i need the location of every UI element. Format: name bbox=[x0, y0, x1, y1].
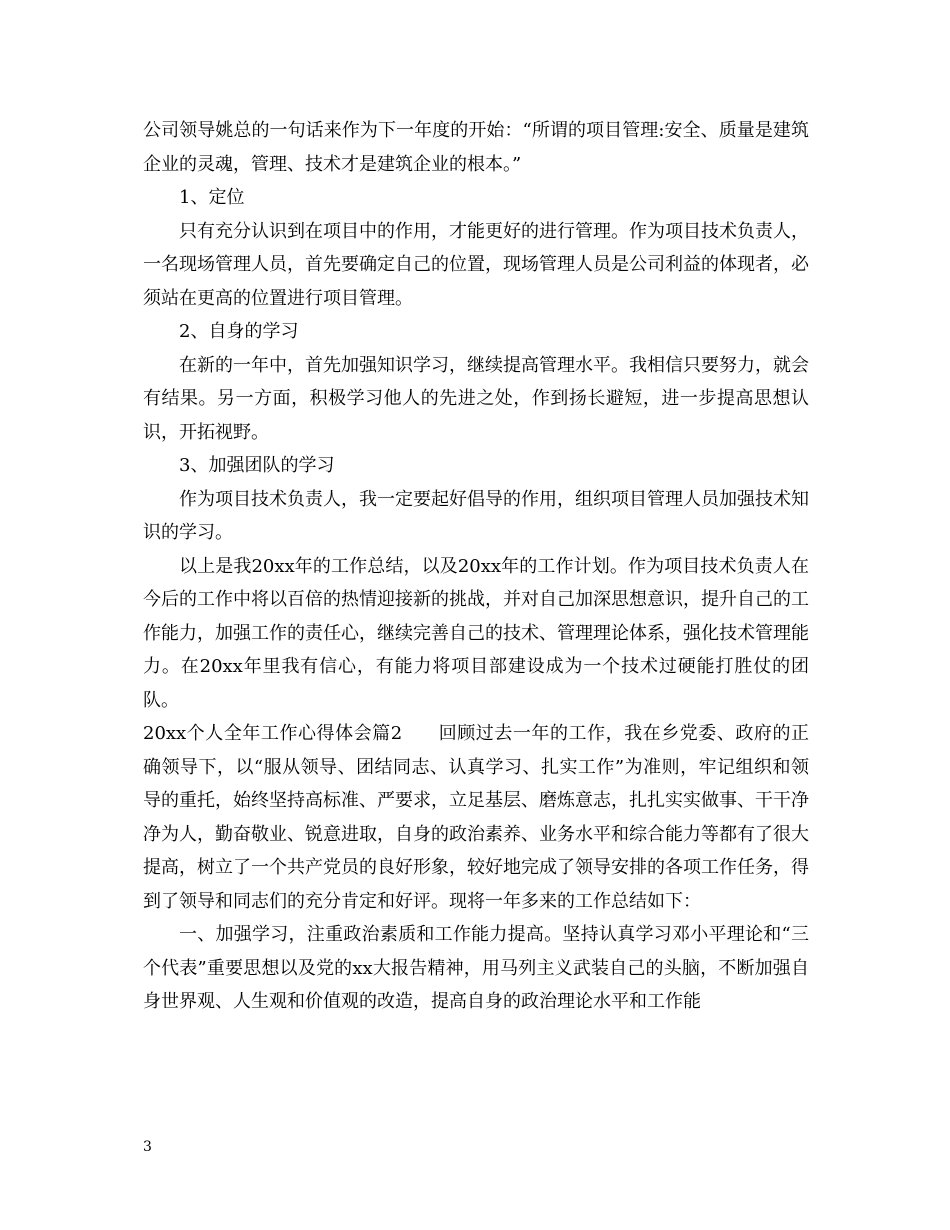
heading-positioning: 1、定位 bbox=[179, 187, 245, 208]
paragraph-summary: 以上是我20xx年的工作总结，以及20xx年的工作计划。作为项目技术负责人在今后的工作中将以百倍的热情迎接新的挑战，并对自己加深思想意识，提升自己的工作能力，加强工作的责任心，继续完善自己的技术、管理理论体系，强化技术管理能力。在20xx年里我有信心，有能力将项目部建设成为一个技术过硬能打胜仗的团队。 bbox=[143, 555, 809, 711]
paragraph-positioning: 只有充分认识到在项目中的作用，才能更好的进行管理。作为项目技术负责人，一名现场管理人员，首先要确定自己的位置，现场管理人员是公司利益的体现者，必须站在更高的位置进行项目管理。 bbox=[143, 220, 809, 309]
section-intro: 回顾过去一年的工作，我在乡党委、政府的正确领导下，以“服从领导、团结同志、认真学习、扎实工作”为准则，牢记组织和领导的重托，始终坚持高标准、严要求，立足基层、磨炼意志，扎扎实实做事、干干净净为人，勤奋敬业、锐意进取，自身的政治素养、业务水平和综合能力等都有了很大提高，树立了一个共产党员的良好形象，较好地完成了领导安排的各项工作任务，得到了领导和同志们的充分肯定和好评。现将一年多来的工作总结如下： bbox=[143, 723, 809, 912]
paragraph-opening-quote: 公司领导姚总的一句话来作为下一年度的开始：“所谓的项目管理:安全、质量是建筑企业的灵魂，管理、技术才是建筑企业的根本。” bbox=[143, 120, 809, 175]
paragraph-closing: 一、加强学习，注重政治素质和工作能力提高。坚持认真学习邓小平理论和“三个代表”重要思想以及党的xx大报告精神，用马列主义武装自己的头脑，不断加强自身世界观、人生观和价值观的改造，提高自身的政治理论水平和工作能 bbox=[143, 924, 809, 1012]
paragraph-team-learning: 作为项目技术负责人，我一定要起好倡导的作用，组织项目管理人员加强技术知识的学习。 bbox=[143, 488, 809, 543]
paragraph-self-learning: 在新的一年中，首先加强知识学习，继续提高管理水平。我相信只要努力，就会有结果。另一方面，积极学习他人的先进之处，作到扬长避短，进一步提高思想认识，开拓视野。 bbox=[143, 354, 809, 443]
heading-team-learning: 3、加强团队的学习 bbox=[179, 455, 335, 476]
document-body bbox=[143, 114, 809, 1019]
section-title: 20xx个人全年工作心得体会篇2 bbox=[143, 723, 403, 744]
heading-self-learning: 2、自身的学习 bbox=[179, 321, 299, 342]
page-number: 3 bbox=[143, 1139, 152, 1155]
section-two-block bbox=[143, 717, 809, 918]
